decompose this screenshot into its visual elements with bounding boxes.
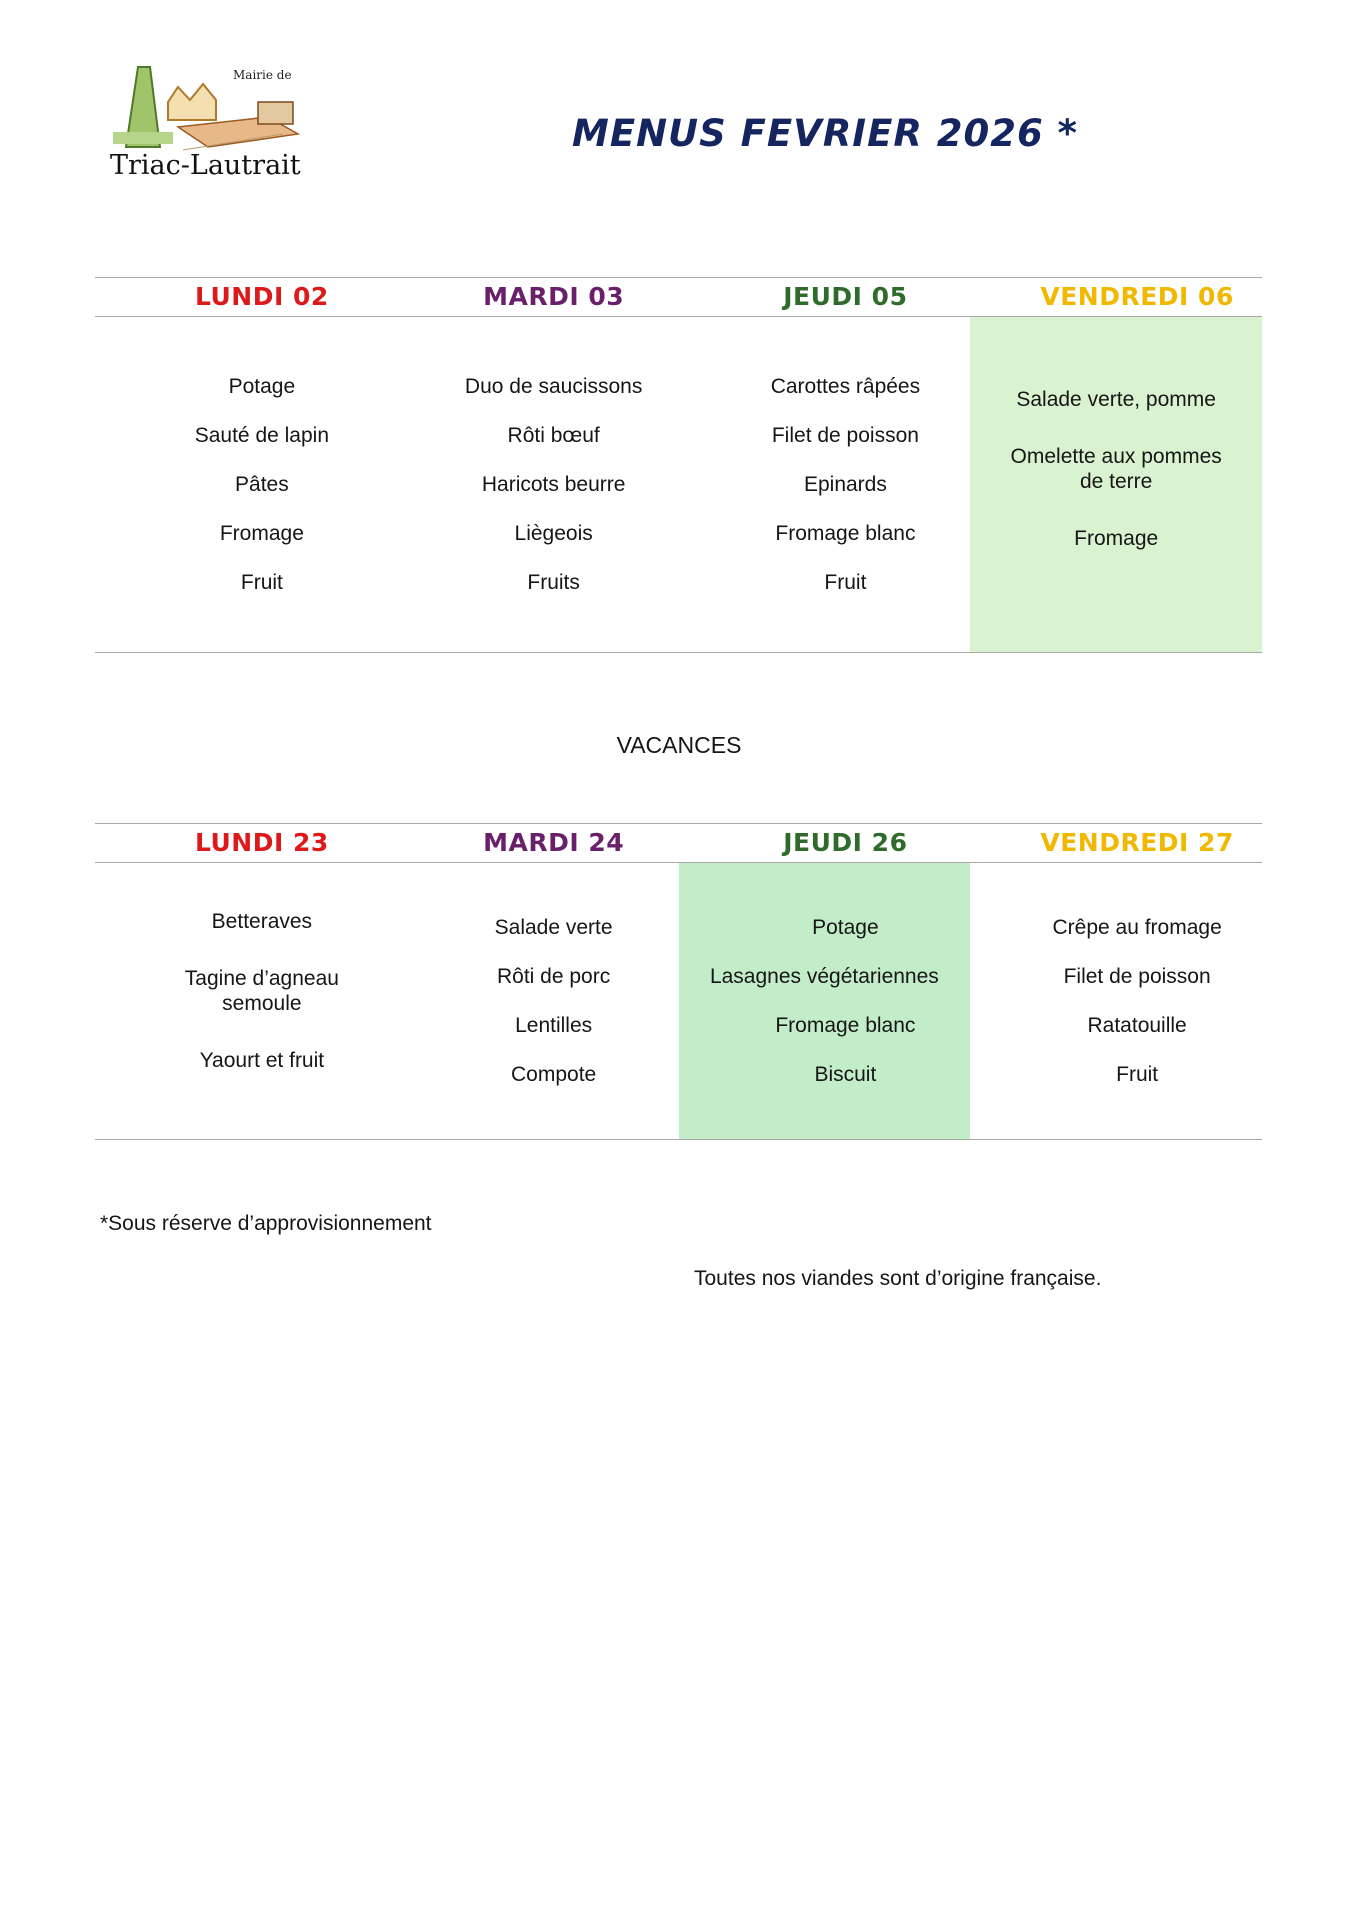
dish: Carottes râpées <box>770 375 921 398</box>
dish: Filet de poisson <box>1063 965 1211 988</box>
day-header-mardi: MARDI 03 <box>483 282 625 311</box>
dish: Tagine d’agneau semoule <box>184 967 339 1015</box>
dish: Salade verte <box>494 916 613 939</box>
menu-table-week1 <box>95 277 1262 653</box>
dish: Haricots beurre <box>481 473 626 496</box>
dish: Epinards <box>803 473 887 496</box>
dish: Pâtes <box>235 473 289 496</box>
day-header-lundi: LUNDI 02 <box>194 282 329 311</box>
dish: Potage <box>228 375 296 398</box>
day-header-jeudi: JEUDI 05 <box>783 282 908 311</box>
note-origine-viandes: Toutes nos viandes sont d’origine française. <box>694 1267 1102 1290</box>
menu-cell-lundi <box>95 863 387 1139</box>
logo-text-mairie: Mairie de <box>233 68 292 82</box>
menu-cell-lundi <box>95 317 387 652</box>
day-header-mardi: MARDI 24 <box>483 828 625 857</box>
menu-cell-mardi <box>387 863 679 1139</box>
dish: Crêpe au fromage <box>1052 916 1222 939</box>
day-header-vendredi: VENDREDI 06 <box>1040 282 1234 311</box>
note-reserve: *Sous réserve d’approvisionnement <box>100 1212 432 1235</box>
dish: Omelette aux pommes de terre <box>1010 445 1222 493</box>
dish: Betteraves <box>211 910 313 933</box>
dish: Fruits <box>527 571 580 594</box>
menu-cell-vendredi <box>970 863 1262 1139</box>
dish: Fruit <box>240 571 283 594</box>
menu-table-week2 <box>95 823 1262 1140</box>
dish: Fromage blanc <box>775 522 916 545</box>
dish: Lentilles <box>515 1014 593 1037</box>
menu-row <box>95 863 1262 1140</box>
menu-row <box>95 317 1262 653</box>
dish: Duo de saucissons <box>464 375 643 398</box>
dish: Rôti bœuf <box>507 424 600 447</box>
dish: Filet de poisson <box>771 424 919 447</box>
logo-mairie-triac-lautrait <box>108 62 308 190</box>
dish: Sauté de lapin <box>194 424 330 447</box>
dish: Ratatouille <box>1087 1014 1187 1037</box>
dish: Fruit <box>824 571 867 594</box>
menu-cell-mardi <box>387 317 679 652</box>
dish: Compote <box>511 1063 597 1086</box>
dish: Yaourt et fruit <box>199 1049 325 1072</box>
dish: Salade verte, pomme <box>1016 388 1216 411</box>
day-header-vendredi: VENDREDI 27 <box>1040 828 1234 857</box>
dish: Fromage <box>219 522 304 545</box>
dish: Fruit <box>1116 1063 1159 1086</box>
dish: Lasagnes végétariennes <box>709 965 939 988</box>
day-header-jeudi: JEUDI 26 <box>783 828 908 857</box>
dish: Biscuit <box>814 1063 877 1086</box>
menu-cell-jeudi <box>679 317 971 652</box>
dish: Potage <box>812 916 879 939</box>
dish: Rôti de porc <box>497 965 611 988</box>
header-row <box>95 277 1262 317</box>
logo-text-town: Triac-Lautrait <box>110 150 301 181</box>
header-row <box>95 823 1262 863</box>
day-header-lundi: LUNDI 23 <box>194 828 329 857</box>
dish: Fromage <box>1074 527 1159 550</box>
page-title: MENUS FEVRIER 2026 * <box>572 112 1078 155</box>
menu-cell-jeudi-vegetarian <box>679 863 971 1139</box>
dish: Fromage blanc <box>775 1014 916 1037</box>
dish: Liègeois <box>514 522 593 545</box>
vacances-label: VACANCES <box>616 732 742 758</box>
menu-cell-vendredi-vegetarian <box>970 317 1262 652</box>
